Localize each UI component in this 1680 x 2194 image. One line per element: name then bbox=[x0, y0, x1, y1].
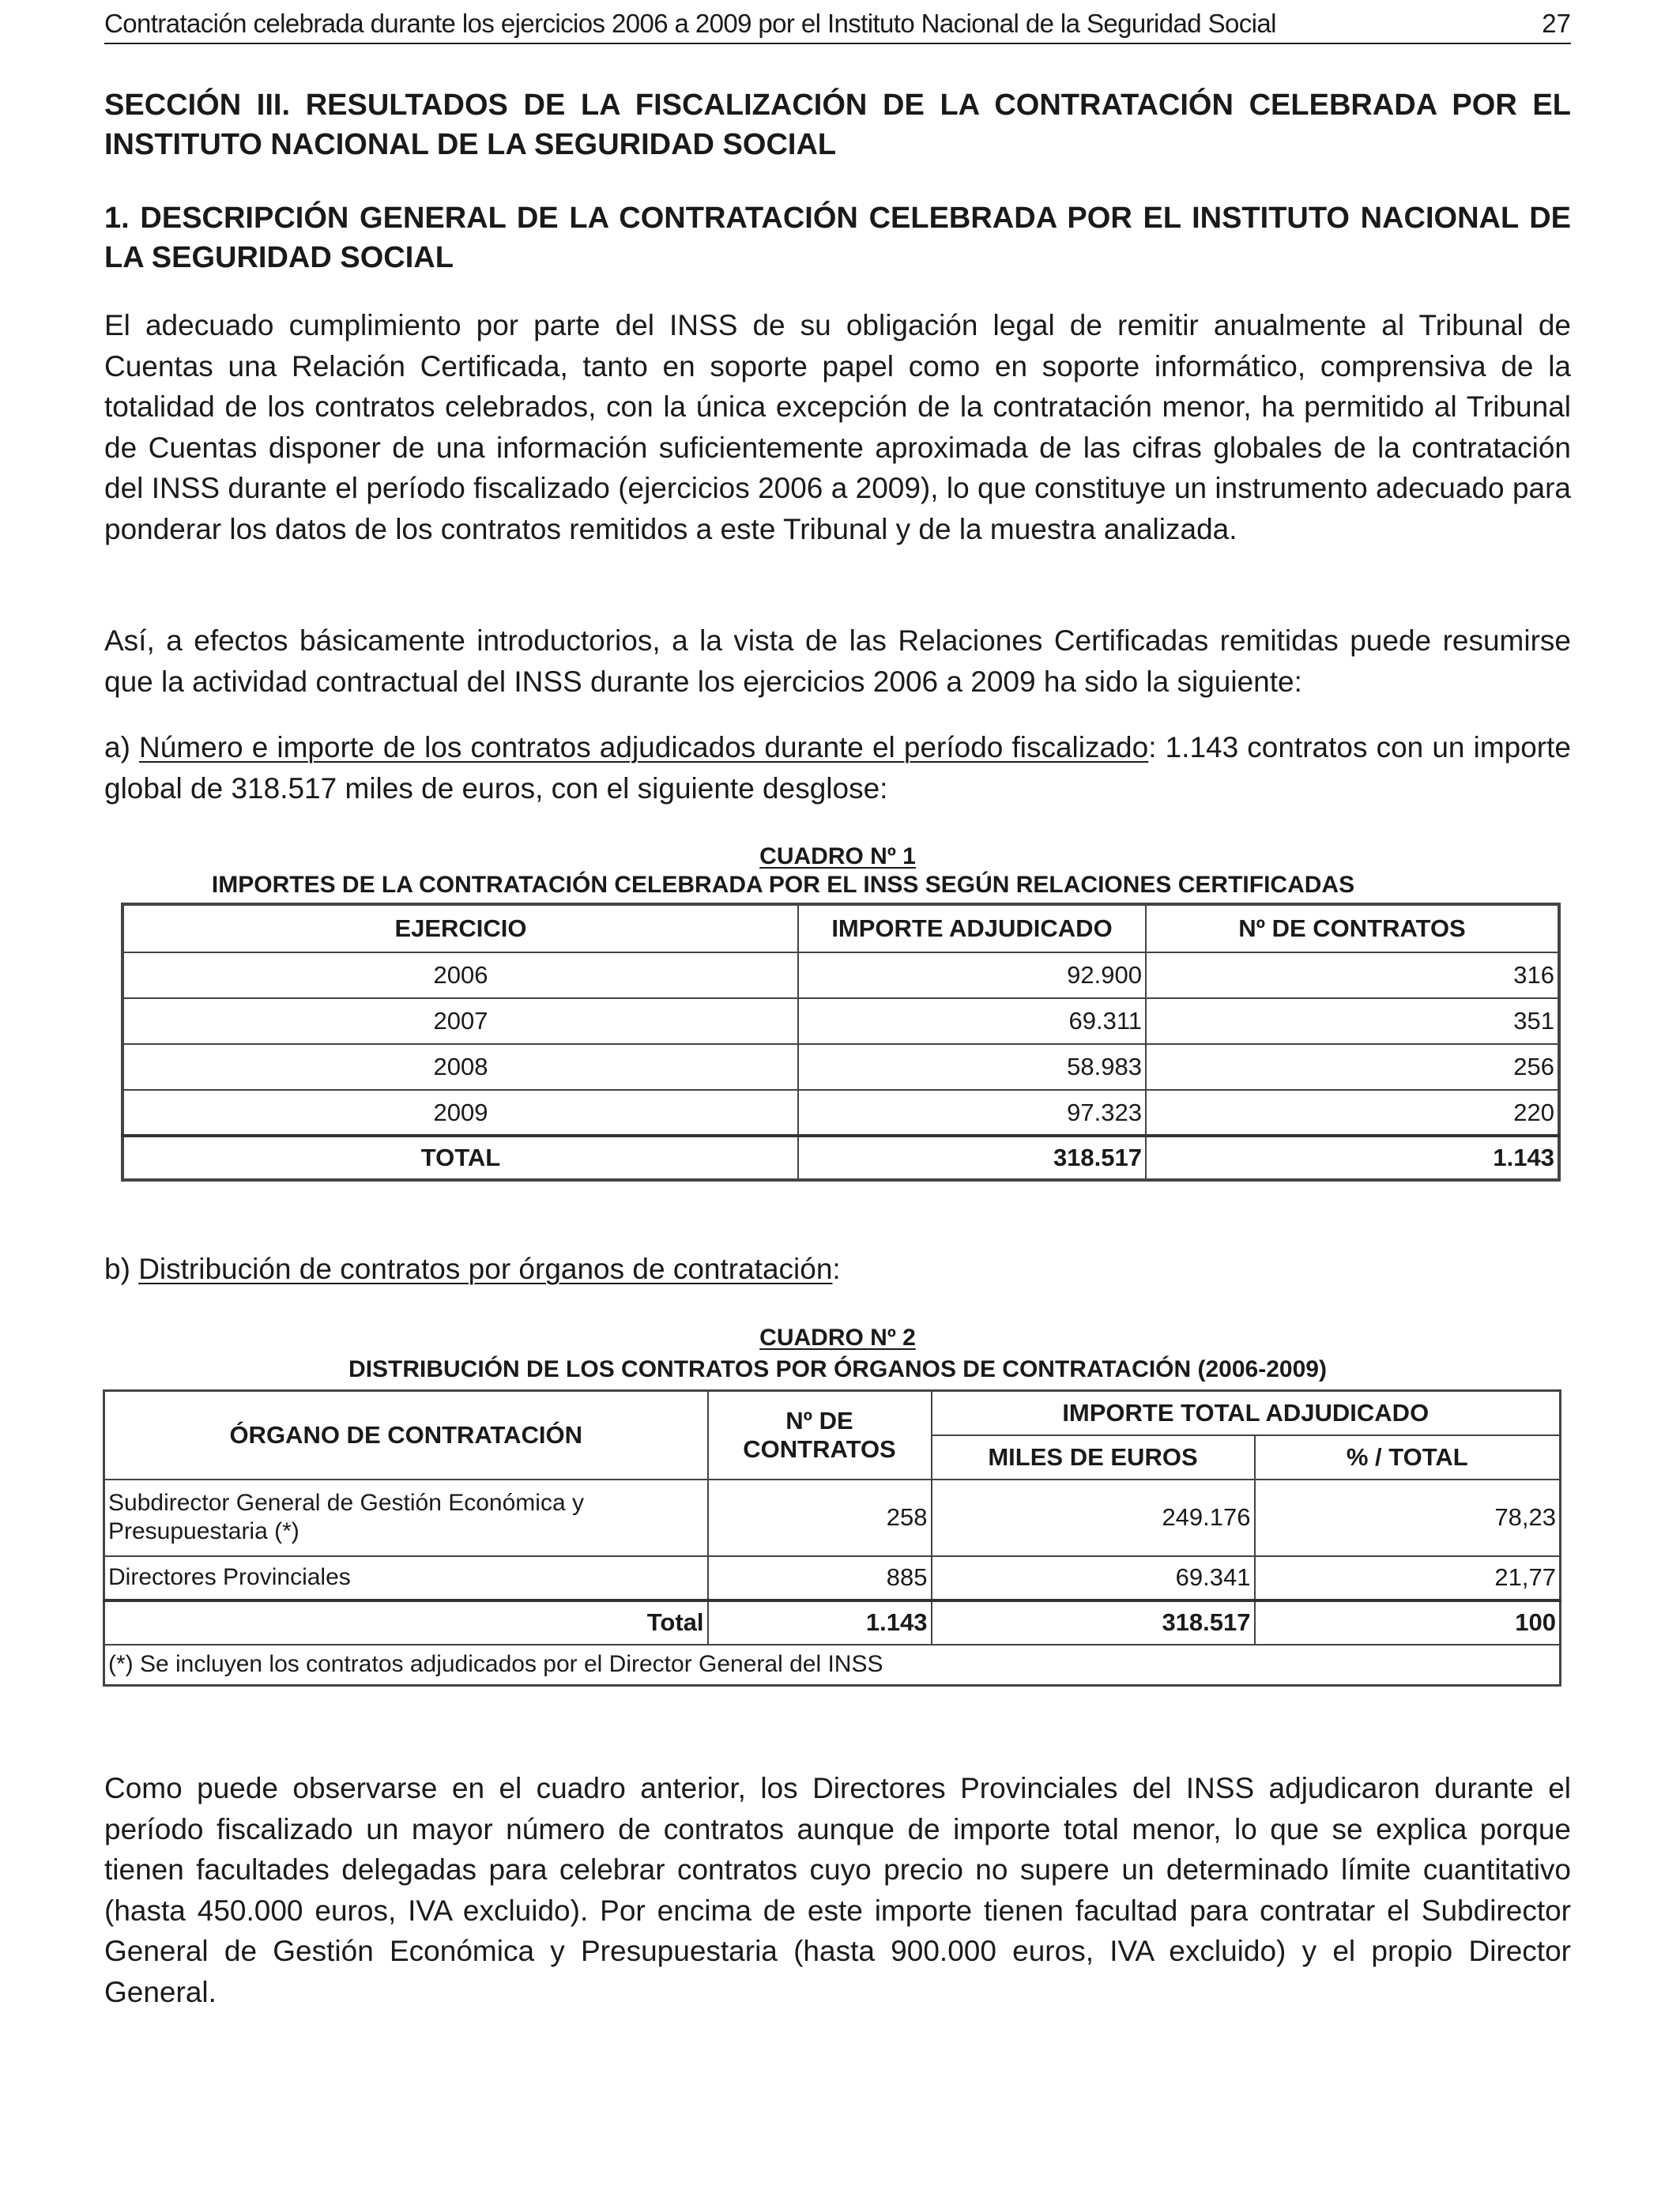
table-cell: 318.517 bbox=[798, 1136, 1146, 1180]
item-b-rest: : bbox=[832, 1253, 841, 1285]
item-b-prefix: b) bbox=[104, 1253, 139, 1285]
table-cell: 220 bbox=[1146, 1090, 1559, 1136]
cuadro2-table bbox=[103, 1389, 1561, 1687]
table-cell: Total bbox=[104, 1600, 708, 1645]
subsection-heading: 1. DESCRIPCIÓN GENERAL DE LA CONTRATACIÓN CELEBRADA POR EL INSTITUTO NACIONAL DE LA SEGURIDAD SOCIAL bbox=[104, 202, 1571, 274]
table-cell: 351 bbox=[1146, 998, 1559, 1044]
column-header: EJERCICIO bbox=[122, 904, 798, 952]
section-heading-block bbox=[104, 85, 1571, 164]
table-row bbox=[122, 952, 1559, 998]
table-cell: 100 bbox=[1255, 1600, 1561, 1645]
running-header-title: Contratación celebrada durante los ejercicios 2006 a 2009 por el Instituto Nacional de la Seguridad Social bbox=[104, 9, 1276, 38]
paragraph-3-block bbox=[104, 1768, 1571, 2012]
column-header: Nº DE CONTRATOS bbox=[708, 1391, 932, 1480]
cuadro2-title: DISTRIBUCIÓN DE LOS CONTRATOS POR ÓRGANOS DE CONTRATACIÓN (2006-2009) bbox=[348, 1356, 1327, 1382]
table-footnote-row bbox=[104, 1645, 1561, 1686]
page-number: 27 bbox=[1542, 9, 1571, 38]
item-a-rest: : 1.143 contratos con un importe global de 318.517 miles de euros, con el siguiente desglose: bbox=[104, 731, 1571, 805]
table-total-row bbox=[122, 1136, 1559, 1180]
paragraph-2-block bbox=[104, 620, 1571, 702]
subsection-heading-block bbox=[104, 198, 1571, 277]
paragraph: Así, a efectos básicamente introductorios, a la vista de las Relaciones Certificadas remitidas puede resumirse que la actividad contractual del INSS durante los ejercicios 2006 a 2009 ha sido la siguiente: bbox=[104, 624, 1571, 698]
column-header: % / TOTAL bbox=[1255, 1435, 1561, 1480]
column-header: Nº DE CONTRATOS bbox=[1146, 904, 1559, 952]
item-a-prefix: a) bbox=[104, 731, 139, 763]
table-cell: 256 bbox=[1146, 1044, 1559, 1090]
table-cell: 249.176 bbox=[932, 1480, 1255, 1556]
table-cell: 21,77 bbox=[1255, 1556, 1561, 1600]
table-cell: 69.311 bbox=[798, 998, 1146, 1044]
table-cell: 1.143 bbox=[1146, 1136, 1559, 1180]
table-cell: 97.323 bbox=[798, 1090, 1146, 1136]
list-item-a bbox=[104, 727, 1571, 809]
cuadro2-number: CUADRO Nº 2 bbox=[759, 1325, 916, 1351]
item-b-underlined: Distribución de contratos por órganos de contratación bbox=[138, 1253, 833, 1285]
table-cell: 69.341 bbox=[932, 1556, 1255, 1600]
table-cell: 885 bbox=[708, 1556, 932, 1600]
table-cell: 1.143 bbox=[708, 1600, 932, 1645]
table-cell: 2006 bbox=[122, 952, 798, 998]
paragraph: Como puede observarse en el cuadro anterior, los Directores Provinciales del INSS adjudicaron durante el período fiscalizado un mayor número de contratos aunque de importe total menor, lo que se explica porque tienen facultades delegadas para celebrar contratos cuyo precio no supere un determinado límite cuantitativo (hasta 450.000 euros, IVA excluido). Por encima de este importe tienen facultad para contratar el Subdirector General de Gestión Económica y Presupuestaria (hasta 900.000 euros, IVA excluido) y el propio Director General. bbox=[104, 1772, 1571, 2008]
item-a-block bbox=[104, 727, 1571, 809]
cuadro1-number: CUADRO Nº 1 bbox=[759, 843, 916, 869]
table-row bbox=[122, 998, 1559, 1044]
cuadro1-title: IMPORTES DE LA CONTRATACIÓN CELEBRADA POR EL INSS SEGÚN RELACIONES CERTIFICADAS bbox=[211, 872, 1355, 898]
table-footnote: (*) Se incluyen los contratos adjudicados por el Director General del INSS bbox=[104, 1645, 1561, 1686]
table-cell: 2007 bbox=[122, 998, 798, 1044]
running-header bbox=[104, 6, 1571, 44]
cuadro1-table bbox=[121, 903, 1561, 1182]
table-cell: 318.517 bbox=[932, 1600, 1255, 1645]
table-cell: 316 bbox=[1146, 952, 1559, 998]
table-cell: 78,23 bbox=[1255, 1480, 1561, 1556]
paragraph: El adecuado cumplimiento por parte del INSS de su obligación legal de remitir anualmente al Tribunal de Cuentas una Relación Certificada, tanto en soporte papel como en soporte informático, comprensiva de la totalidad de los contratos celebrados, con la única excepción de la contratación menor, ha permitido al Tribunal de Cuentas disponer de una información suficientemente aproximada de las cifras globales de la contratación del INSS durante el período fiscalizado (ejercicios 2006 a 2009), lo que constituye un instrumento adecuado para ponderar los datos de los contratos remitidos a este Tribunal y de la muestra analizada. bbox=[104, 309, 1571, 545]
column-header: MILES DE EUROS bbox=[932, 1435, 1255, 1480]
table-row bbox=[104, 1480, 1561, 1556]
table-cell: Subdirector General de Gestión Económica y Presupuestaria (*) bbox=[104, 1480, 708, 1556]
column-header: IMPORTE ADJUDICADO bbox=[798, 904, 1146, 952]
section-heading: SECCIÓN III. RESULTADOS DE LA FISCALIZACIÓN DE LA CONTRATACIÓN CELEBRADA POR EL INSTITUTO NACIONAL DE LA SEGURIDAD SOCIAL bbox=[104, 89, 1571, 161]
item-a-underlined: Número e importe de los contratos adjudicados durante el período fiscalizado bbox=[139, 731, 1149, 763]
table-row bbox=[104, 1556, 1561, 1600]
table-cell: 92.900 bbox=[798, 952, 1146, 998]
table-cell: TOTAL bbox=[122, 1136, 798, 1180]
table-row bbox=[122, 1044, 1559, 1090]
table-header-row bbox=[104, 1391, 1561, 1435]
column-header: IMPORTE TOTAL ADJUDICADO bbox=[932, 1391, 1561, 1435]
table-cell: 258 bbox=[708, 1480, 932, 1556]
table-cell: Directores Provinciales bbox=[104, 1556, 708, 1600]
table-cell: 58.983 bbox=[798, 1044, 1146, 1090]
table-cell: 2009 bbox=[122, 1090, 798, 1136]
paragraph-1-block bbox=[104, 305, 1571, 549]
list-item-b bbox=[104, 1249, 1571, 1290]
column-header: ÓRGANO DE CONTRATACIÓN bbox=[104, 1391, 708, 1480]
table-cell: 2008 bbox=[122, 1044, 798, 1090]
table-header-row bbox=[122, 904, 1559, 952]
item-b-block bbox=[104, 1249, 1571, 1290]
table-total-row bbox=[104, 1600, 1561, 1645]
table-row bbox=[122, 1090, 1559, 1136]
